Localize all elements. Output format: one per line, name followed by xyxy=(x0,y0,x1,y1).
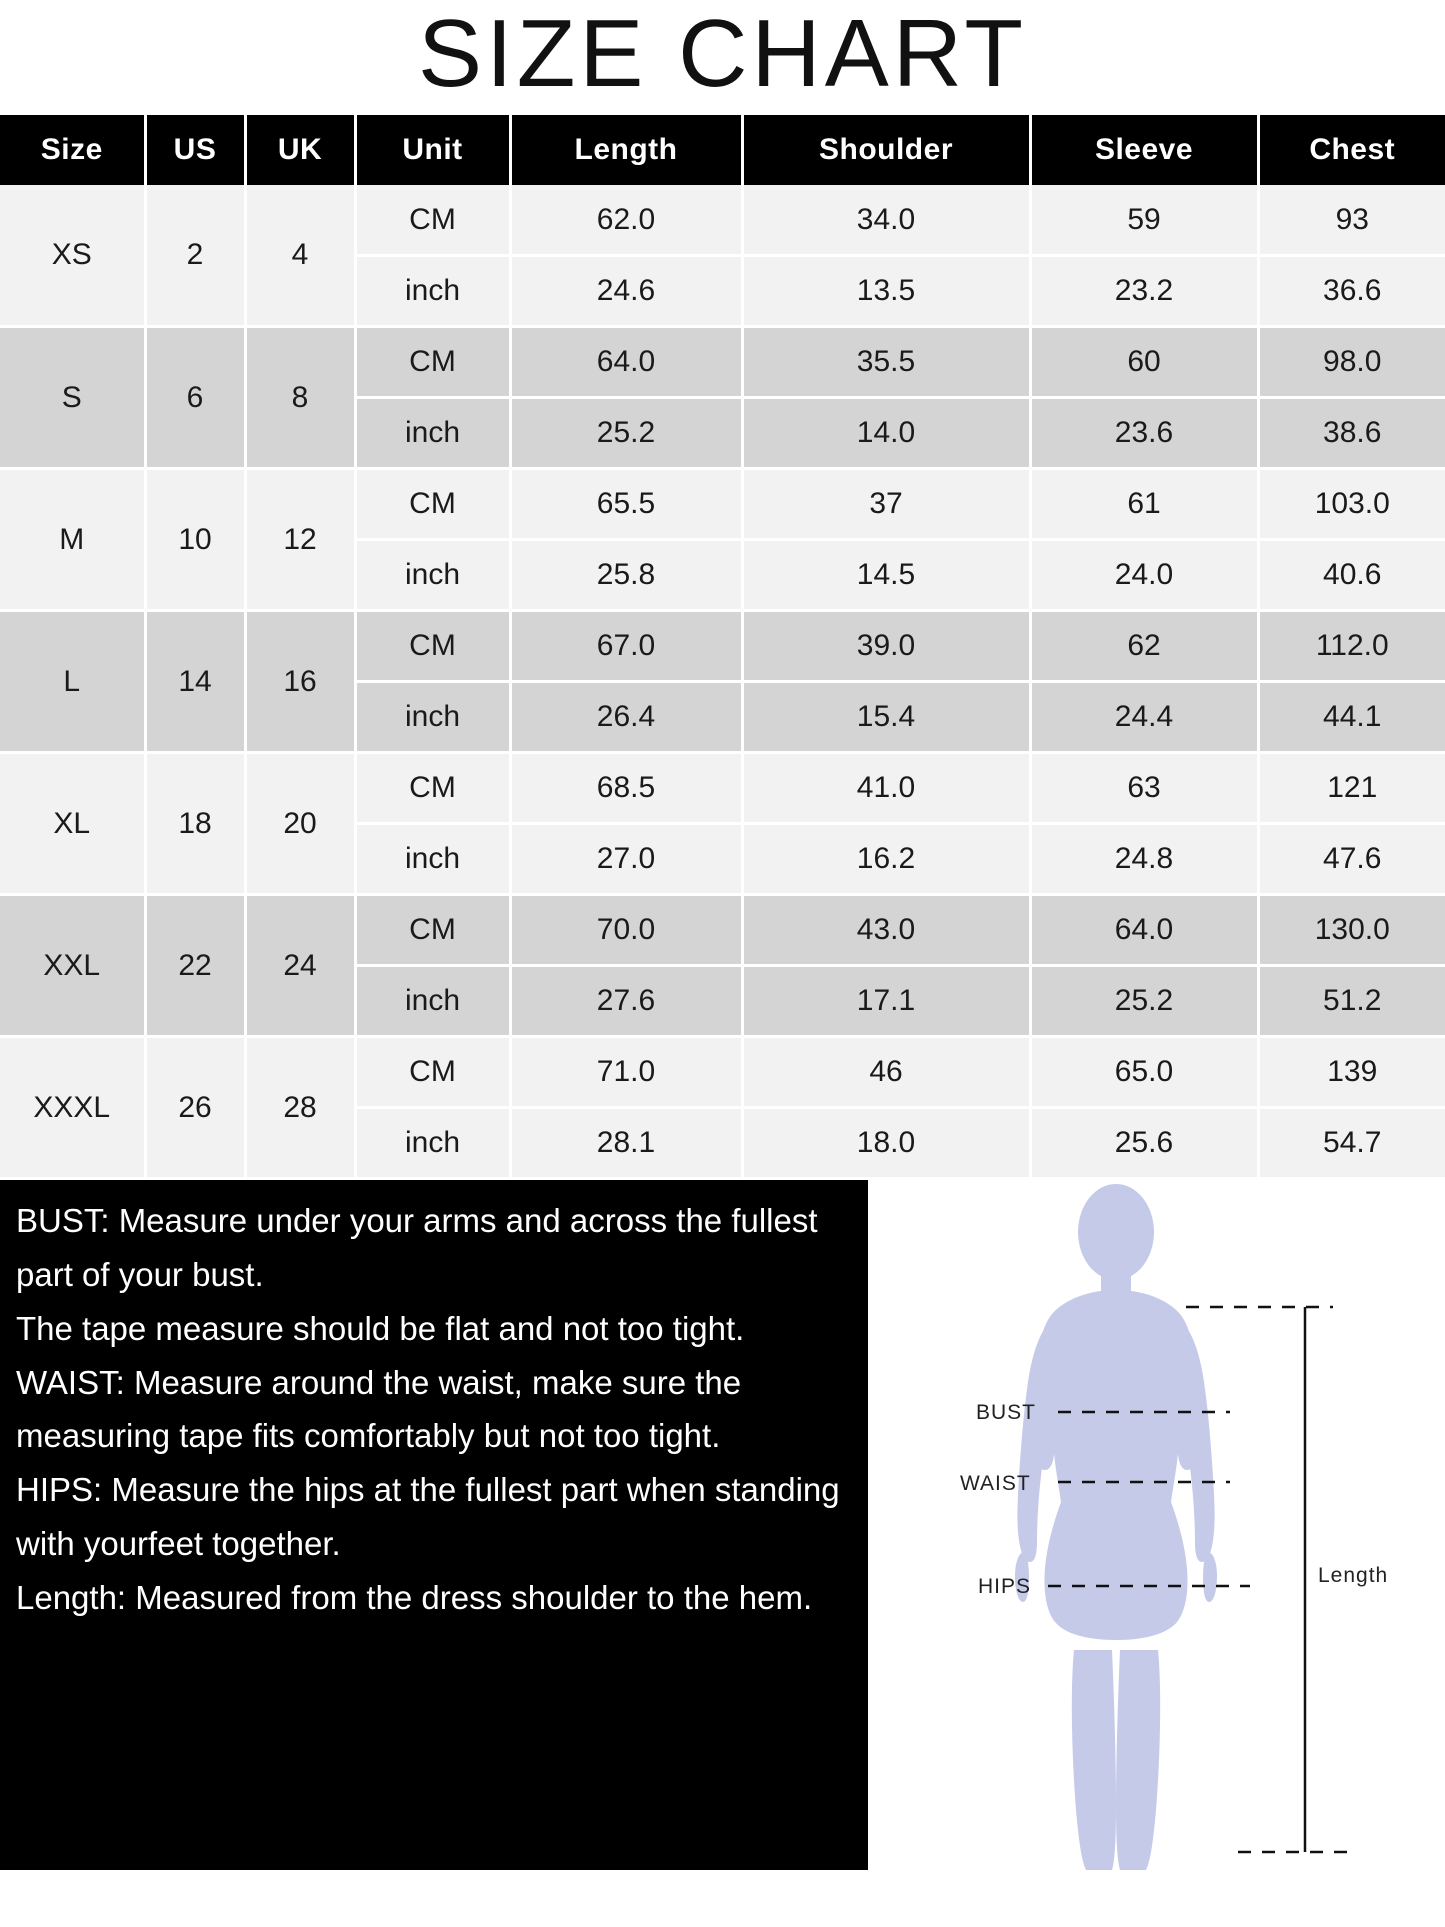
cell-unit: inch xyxy=(355,1108,510,1179)
cell-chest: 54.7 xyxy=(1258,1108,1445,1179)
cell-chest: 40.6 xyxy=(1258,540,1445,611)
cell-uk: 8 xyxy=(245,327,355,469)
table-row xyxy=(0,895,1445,966)
cell-shoulder: 37 xyxy=(742,469,1030,540)
cell-chest: 130.0 xyxy=(1258,895,1445,966)
cell-length: 25.8 xyxy=(510,540,742,611)
figure-label-bust: BUST xyxy=(976,1401,1037,1425)
cell-chest: 103.0 xyxy=(1258,469,1445,540)
cell-unit: inch xyxy=(355,256,510,327)
cell-unit: inch xyxy=(355,398,510,469)
column-header-unit: Unit xyxy=(355,115,510,185)
cell-size: L xyxy=(0,611,145,753)
cell-shoulder: 17.1 xyxy=(742,966,1030,1037)
cell-length: 27.0 xyxy=(510,824,742,895)
page-title: SIZE CHART xyxy=(418,0,1027,107)
cell-uk: 28 xyxy=(245,1037,355,1179)
cell-chest: 112.0 xyxy=(1258,611,1445,682)
cell-shoulder: 15.4 xyxy=(742,682,1030,753)
cell-shoulder: 46 xyxy=(742,1037,1030,1108)
column-header-length: Length xyxy=(510,115,742,185)
cell-unit: CM xyxy=(355,753,510,824)
table-row xyxy=(0,327,1445,398)
cell-chest: 98.0 xyxy=(1258,327,1445,398)
cell-us: 18 xyxy=(145,753,245,895)
cell-sleeve: 24.4 xyxy=(1030,682,1258,753)
cell-uk: 4 xyxy=(245,185,355,327)
figure-label-length: Length xyxy=(1318,1564,1389,1588)
cell-unit: inch xyxy=(355,966,510,1037)
table-header-row xyxy=(0,115,1445,185)
cell-sleeve: 60 xyxy=(1030,327,1258,398)
cell-sleeve: 25.2 xyxy=(1030,966,1258,1037)
cell-unit: CM xyxy=(355,469,510,540)
figure-panel xyxy=(868,1180,1445,1870)
cell-unit: inch xyxy=(355,824,510,895)
cell-shoulder: 39.0 xyxy=(742,611,1030,682)
column-header-uk: UK xyxy=(245,115,355,185)
figure-label-waist: WAIST xyxy=(960,1472,1031,1496)
cell-us: 26 xyxy=(145,1037,245,1179)
cell-us: 6 xyxy=(145,327,245,469)
cell-length: 65.5 xyxy=(510,469,742,540)
column-header-size: Size xyxy=(0,115,145,185)
cell-sleeve: 65.0 xyxy=(1030,1037,1258,1108)
cell-shoulder: 14.5 xyxy=(742,540,1030,611)
note-hips: HIPS: Measure the hips at the fullest part when standing with yourfeet together. xyxy=(16,1471,840,1562)
measurement-notes xyxy=(0,1180,868,1870)
cell-length: 25.2 xyxy=(510,398,742,469)
cell-length: 62.0 xyxy=(510,185,742,256)
cell-length: 71.0 xyxy=(510,1037,742,1108)
cell-chest: 47.6 xyxy=(1258,824,1445,895)
cell-shoulder: 35.5 xyxy=(742,327,1030,398)
column-header-us: US xyxy=(145,115,245,185)
table-row xyxy=(0,185,1445,256)
cell-size: XXL xyxy=(0,895,145,1037)
cell-size: XL xyxy=(0,753,145,895)
cell-uk: 16 xyxy=(245,611,355,753)
cell-sleeve: 59 xyxy=(1030,185,1258,256)
cell-size: XXXL xyxy=(0,1037,145,1179)
cell-shoulder: 43.0 xyxy=(742,895,1030,966)
cell-us: 14 xyxy=(145,611,245,753)
cell-length: 24.6 xyxy=(510,256,742,327)
cell-unit: inch xyxy=(355,540,510,611)
cell-uk: 12 xyxy=(245,469,355,611)
cell-chest: 93 xyxy=(1258,185,1445,256)
note-bust: BUST: Measure under your arms and across the fullest part of your bust. xyxy=(16,1202,818,1294)
table-row xyxy=(0,753,1445,824)
cell-size: M xyxy=(0,469,145,611)
column-header-shoulder: Shoulder xyxy=(742,115,1030,185)
cell-chest: 121 xyxy=(1258,753,1445,824)
cell-uk: 20 xyxy=(245,753,355,895)
cell-sleeve: 63 xyxy=(1030,753,1258,824)
cell-unit: CM xyxy=(355,1037,510,1108)
figure-label-hips: HIPS xyxy=(978,1575,1032,1599)
lower-section xyxy=(0,1180,1445,1870)
cell-us: 10 xyxy=(145,469,245,611)
cell-size: S xyxy=(0,327,145,469)
cell-shoulder: 34.0 xyxy=(742,185,1030,256)
cell-sleeve: 61 xyxy=(1030,469,1258,540)
column-header-sleeve: Sleeve xyxy=(1030,115,1258,185)
cell-shoulder: 16.2 xyxy=(742,824,1030,895)
cell-length: 70.0 xyxy=(510,895,742,966)
cell-unit: CM xyxy=(355,185,510,256)
cell-length: 67.0 xyxy=(510,611,742,682)
cell-chest: 36.6 xyxy=(1258,256,1445,327)
cell-size: XS xyxy=(0,185,145,327)
cell-length: 68.5 xyxy=(510,753,742,824)
cell-sleeve: 23.2 xyxy=(1030,256,1258,327)
cell-shoulder: 14.0 xyxy=(742,398,1030,469)
note-tape: The tape measure should be flat and not too tight. xyxy=(16,1309,745,1347)
cell-length: 27.6 xyxy=(510,966,742,1037)
cell-unit: inch xyxy=(355,682,510,753)
table-row xyxy=(0,469,1445,540)
cell-shoulder: 41.0 xyxy=(742,753,1030,824)
size-table xyxy=(0,115,1445,1181)
cell-shoulder: 13.5 xyxy=(742,256,1030,327)
cell-us: 2 xyxy=(145,185,245,327)
note-waist: WAIST: Measure around the waist, make sure the measuring tape fits comfortably but not too tight. xyxy=(16,1363,742,1455)
cell-sleeve: 62 xyxy=(1030,611,1258,682)
cell-sleeve: 24.8 xyxy=(1030,824,1258,895)
cell-length: 26.4 xyxy=(510,682,742,753)
cell-sleeve: 23.6 xyxy=(1030,398,1258,469)
cell-shoulder: 18.0 xyxy=(742,1108,1030,1179)
cell-length: 64.0 xyxy=(510,327,742,398)
female-silhouette-icon xyxy=(1015,1184,1217,1870)
cell-unit: CM xyxy=(355,611,510,682)
cell-length: 28.1 xyxy=(510,1108,742,1179)
cell-unit: CM xyxy=(355,895,510,966)
table-row xyxy=(0,611,1445,682)
cell-us: 22 xyxy=(145,895,245,1037)
cell-sleeve: 25.6 xyxy=(1030,1108,1258,1179)
cell-uk: 24 xyxy=(245,895,355,1037)
cell-chest: 139 xyxy=(1258,1037,1445,1108)
cell-sleeve: 64.0 xyxy=(1030,895,1258,966)
cell-chest: 44.1 xyxy=(1258,682,1445,753)
table-row xyxy=(0,1037,1445,1108)
cell-unit: CM xyxy=(355,327,510,398)
cell-chest: 51.2 xyxy=(1258,966,1445,1037)
cell-chest: 38.6 xyxy=(1258,398,1445,469)
column-header-chest: Chest xyxy=(1258,115,1445,185)
note-length: Length: Measured from the dress shoulder to the hem. xyxy=(16,1578,813,1616)
body-figure-diagram xyxy=(868,1180,1445,1870)
cell-sleeve: 24.0 xyxy=(1030,540,1258,611)
